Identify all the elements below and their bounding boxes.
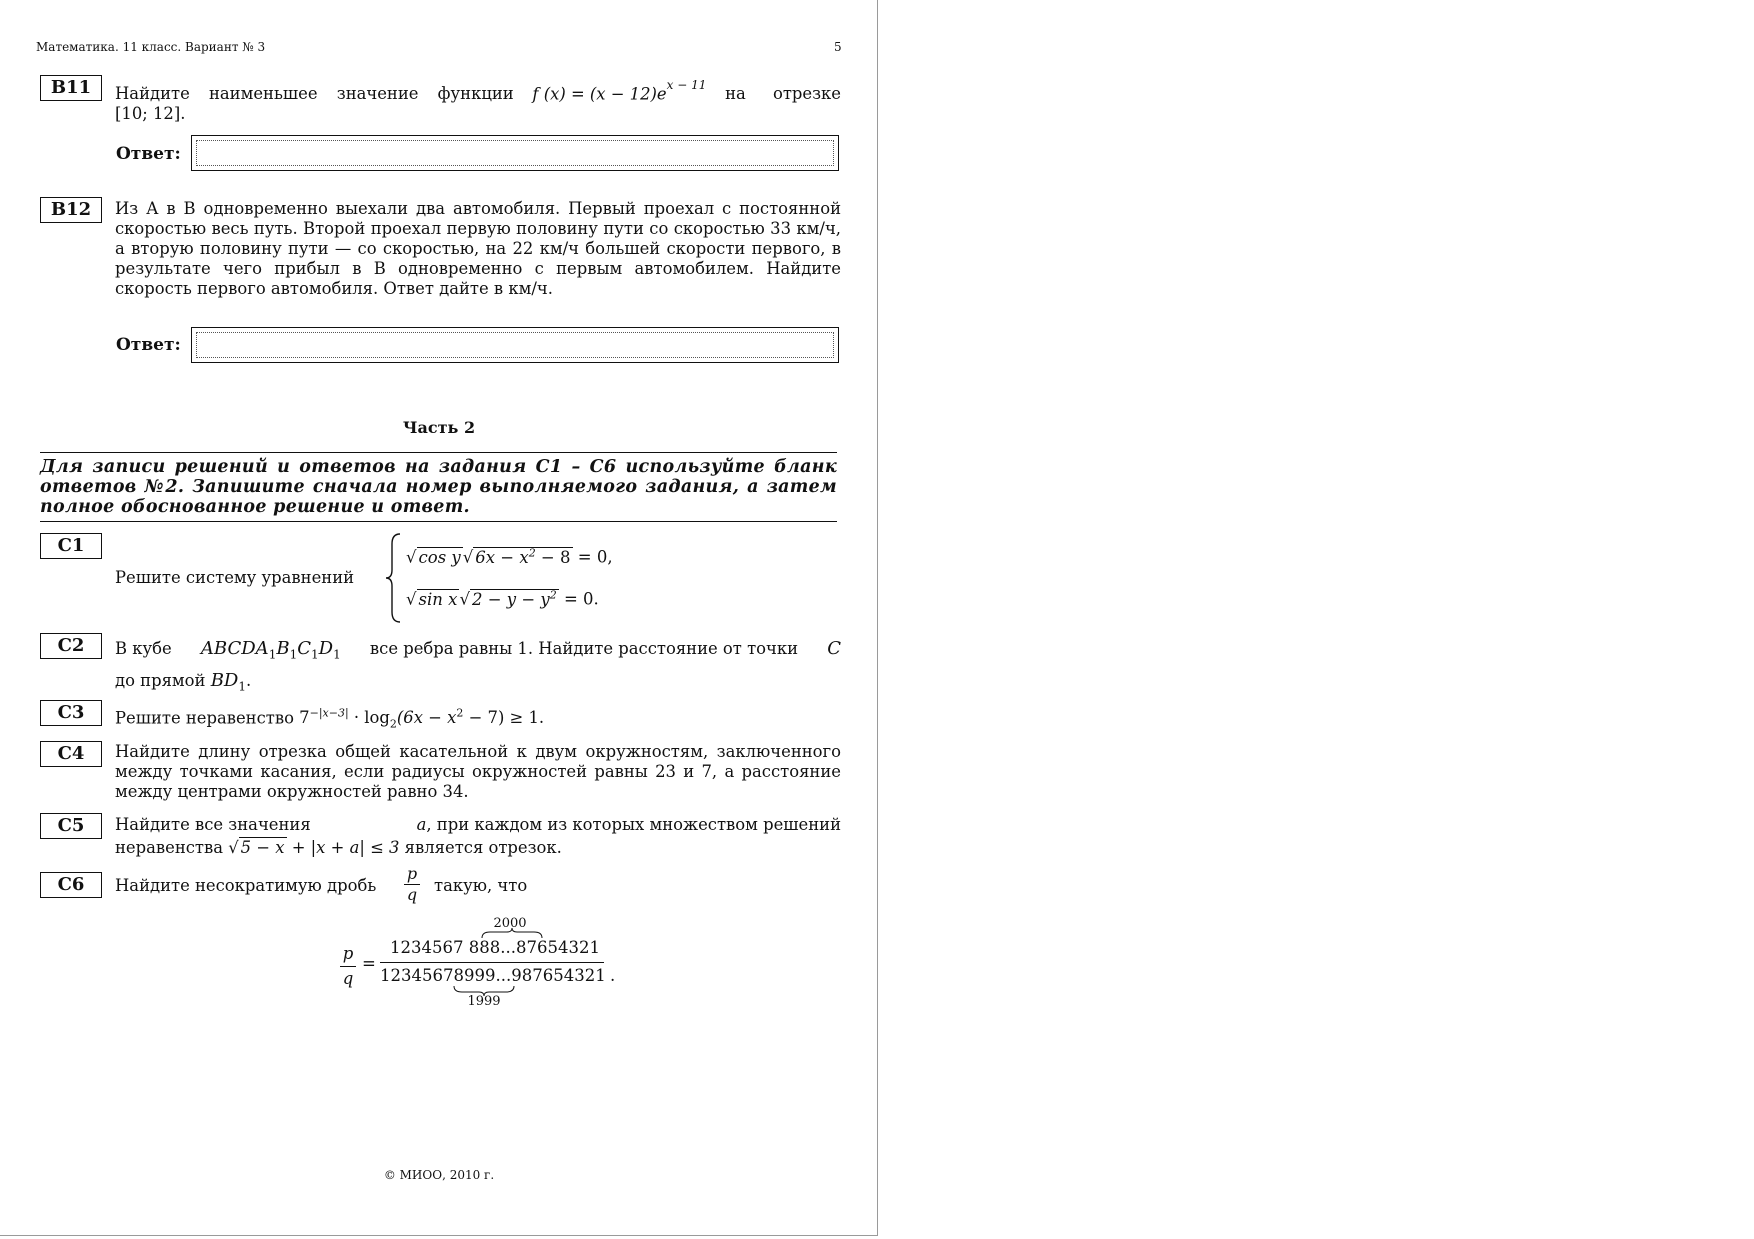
task-c5-text xyxy=(115,813,841,859)
c5-text-line2: неравенства xyxy=(115,838,223,857)
c1-eq2-radical-2 xyxy=(470,589,559,609)
task-label-c5: C5 xyxy=(40,813,102,839)
c6-lhs-fraction xyxy=(340,942,356,991)
b11-formula-exponent: x − 11 xyxy=(666,78,707,92)
c2-sub-1: 1 xyxy=(268,647,277,662)
c5-radicand: 5 − x xyxy=(240,838,285,857)
c6-denominator-count: 1999 xyxy=(467,994,501,1009)
b11-formula xyxy=(532,79,706,104)
c3-log: · log xyxy=(348,708,390,728)
c6-num-suffix: 7654321 xyxy=(526,938,600,957)
c6-numerator-count: 2000 xyxy=(493,916,527,931)
b11-formula-main: f (x) = (x − 12)e xyxy=(532,84,667,104)
c1-eq2-radical-1 xyxy=(417,589,460,609)
c6-fraction-bar xyxy=(380,962,604,963)
c5-text-before: Найдите все значения xyxy=(115,815,311,834)
b11-text-before: Найдите наименьшее значение функции xyxy=(115,84,514,104)
c2-sub-4: 1 xyxy=(333,647,341,662)
task-label-c2: C2 xyxy=(40,633,102,659)
part-2-instructions: Для записи решений и ответов на задания С1 – С6 используйте бланк ответов №2. Запишите сначала номер выполняемого задания, а затем полное обоснованное решение и ответ. xyxy=(40,457,837,517)
b12-text: Из А в В одновременно выехали два автомобиля. Первый проехал с постоянной скоростью весь путь. Второй проехал первую половину пути со скоростью 33 км/ч, а вторую половину пути — со скоростью, на 22 км/ч большей скорости первого, в результате чего прибыл в В одновременно с первым автомобилем. Найдите скорость первого автомобиля. Ответ дайте в км/ч. xyxy=(115,199,841,298)
c6-den-prefix: 12345678 xyxy=(380,966,464,985)
c3-arg-tail: − 7) ≥ 1. xyxy=(463,708,545,728)
c2-text-mid: все ребра равны 1. Найдите расстояние от точки xyxy=(369,639,799,658)
exam-page xyxy=(0,0,878,1236)
header-title: Математика. 11 класс. Вариант № 3 xyxy=(36,40,266,54)
c6-den-suffix: 87654321 xyxy=(521,966,606,985)
c1-eq2-end: = 0. xyxy=(558,589,599,609)
c3-text: Решите неравенство xyxy=(115,708,294,728)
c1-eq1-radical-1 xyxy=(417,547,463,567)
c6-numerator xyxy=(390,938,600,957)
c1-text: Решите систему уравнений xyxy=(115,568,355,587)
task-b12-text xyxy=(115,199,841,299)
c2-cube xyxy=(201,636,341,668)
c6-text-before: Найдите несократимую дробь xyxy=(115,876,377,895)
c3-argument: (6x − x xyxy=(396,708,457,728)
c2-line xyxy=(210,669,246,694)
c2-cube-d: D xyxy=(318,638,334,659)
c6-num-prefix: 1234567 xyxy=(390,938,464,957)
c5-radical xyxy=(239,837,287,857)
c5-param: a xyxy=(416,815,427,834)
c5-ineq-tail: + |x + a| ≤ 3 xyxy=(286,838,400,857)
c5-text-after: является отрезок. xyxy=(404,838,562,857)
c1-equation-2: √ sin x √ $2 - y - y^2 = 0$. xyxy=(406,588,599,609)
c6-underbrace xyxy=(454,986,514,994)
c2-cube-b: B xyxy=(276,638,290,659)
c1-brace xyxy=(384,532,404,624)
task-label-c3: C3 xyxy=(40,700,102,726)
c2-text-line2: до прямой xyxy=(115,670,206,690)
c1-equation-1: √ cos y √ $6x - x^2 - 8 = 0$, xyxy=(406,546,613,567)
c1-eq2-rad2-main: 2 − y − y xyxy=(471,589,550,609)
part-2-title: Часть 2 xyxy=(402,418,476,437)
c6-lhs-den: q xyxy=(342,969,354,988)
task-label-c4: C4 xyxy=(40,741,102,767)
c6-equals: = xyxy=(362,954,376,973)
c6-lhs-num: p xyxy=(340,942,356,967)
c6-text-after: такую, что xyxy=(434,876,528,895)
b11-text-after: на отрезке xyxy=(725,84,841,104)
c6-inline-fraction xyxy=(404,864,420,905)
c2-period: . xyxy=(246,670,252,690)
task-label-c6: C6 xyxy=(40,872,102,898)
answer-field-b11[interactable] xyxy=(191,135,839,171)
c3-arg-power: 2 xyxy=(456,707,464,720)
answer-label-b11: Ответ: xyxy=(116,144,181,164)
task-label-c1: C1 xyxy=(40,533,102,559)
c3-base: 7 xyxy=(299,708,310,728)
c2-sub-3: 1 xyxy=(310,647,319,662)
c4-text: Найдите длину отрезка общей касательной к двум окружностям, заключенного между точками касания, если радиусы окружностей равны 23 и 7, а расстояние между центрами окружностей равно 34. xyxy=(115,742,841,801)
task-c3-text xyxy=(115,704,841,735)
b11-segment: [10; 12]. xyxy=(115,104,186,124)
instructions-bottom-rule xyxy=(40,521,837,522)
c1-eq1-end: = 0, xyxy=(572,547,613,567)
c1-eq1-rad1-text: cos y xyxy=(418,547,461,567)
c2-line-sub: 1 xyxy=(238,679,246,694)
c2-line-bd: BD xyxy=(210,669,239,691)
c6-num-mid: 888...8 xyxy=(468,938,527,957)
task-c4-text xyxy=(115,742,841,802)
c1-eq2-power: 2 xyxy=(549,588,557,601)
c3-exponent: −|x−3| xyxy=(309,707,349,720)
c3-formula xyxy=(299,707,545,731)
task-c2-text xyxy=(115,636,841,699)
c5-text-mid: , при каждом из которых множеством решений xyxy=(426,815,841,834)
c2-point: C xyxy=(827,638,841,659)
c2-cube-a: ABCDA xyxy=(200,638,269,659)
answer-label-b12: Ответ: xyxy=(116,335,181,355)
c6-denominator xyxy=(380,966,606,985)
instructions-top-rule xyxy=(40,452,837,453)
c6-period: . xyxy=(610,966,616,985)
c6-inline-den: q xyxy=(406,885,418,904)
c1-eq1-rad2-main: 6x − x xyxy=(475,547,529,567)
c1-eq1-radical-2 xyxy=(473,547,572,567)
c1-eq1-power: 2 xyxy=(528,546,536,559)
c5-formula: √ 5 − x + |x + a| ≤ 3 xyxy=(228,838,400,857)
task-label-b12: B12 xyxy=(40,197,102,223)
task-b11-text xyxy=(115,79,841,124)
c1-eq1-rad2-tail: − 8 xyxy=(535,547,571,567)
c6-inline-num: p xyxy=(404,864,420,885)
c6-equation xyxy=(340,916,620,1010)
footer-copyright: © МИОО, 2010 г. xyxy=(383,1168,495,1182)
task-label-b11: B11 xyxy=(40,75,102,101)
c3-log-base: 2 xyxy=(389,717,397,731)
page-number: 5 xyxy=(834,40,842,54)
c6-overbrace xyxy=(482,930,542,938)
c2-text-before: В кубе xyxy=(115,639,172,658)
c1-eq2-rad1-text: sin x xyxy=(418,589,458,609)
c2-cube-c: C xyxy=(297,638,311,659)
c6-den-mid: 999...9 xyxy=(463,966,522,985)
c2-sub-2: 1 xyxy=(289,647,298,662)
c6-rhs-fraction xyxy=(380,916,608,1009)
answer-field-b12[interactable] xyxy=(191,327,839,363)
